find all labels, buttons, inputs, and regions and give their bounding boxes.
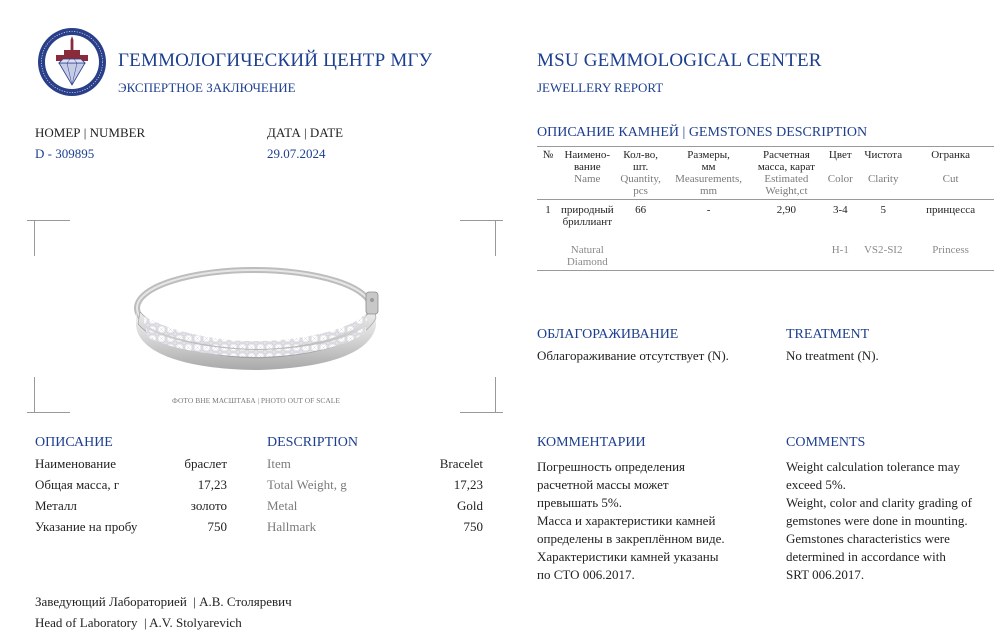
signature-ru: Заведующий Лабораторией | А.В. Столяревич: [35, 594, 292, 609]
gemstones-table: [537, 146, 994, 271]
description-value: 17,23: [197, 477, 227, 492]
description-row-hallmark-en: [267, 519, 483, 536]
gem-col-weight: Расчетная масса, карат: [757, 149, 815, 173]
photo-caption: ФОТО ВНЕ МАСШТАБА | PHOTO OUT OF SCALE: [172, 396, 340, 405]
description-value: браслет: [184, 456, 227, 471]
gem-col-clarity: Чистота: [864, 149, 903, 161]
report-date-label: ДАТА | DATE: [267, 125, 344, 140]
treatment-title-en: TREATMENT: [786, 327, 870, 342]
description-label: Металл: [35, 498, 77, 513]
header-subtitle-ru: ЭКСПЕРТНОЕ ЗАКЛЮЧЕНИЕ: [118, 80, 296, 95]
gem-col-weight-en: Estimated Weight,ct: [751, 173, 821, 200]
gem-col-number: №: [542, 149, 554, 161]
gem-col-measurements: Размеры, мм: [687, 149, 730, 173]
bracelet-photo: [130, 262, 390, 370]
gem-col-quantity-en: Quantity, pcs: [616, 173, 666, 200]
photo-frame-corner-top-left: [34, 220, 70, 256]
comments-title-en: COMMENTS: [786, 435, 866, 450]
description-row-hallmark-ru: [35, 519, 227, 536]
report-number-value: D - 309895: [35, 146, 95, 161]
header-title-ru: ГЕММОЛОГИЧЕСКИЙ ЦЕНТР МГУ: [118, 50, 433, 71]
gem-table-header-ru: [537, 146, 994, 173]
gem-col-color-en: Color: [821, 173, 859, 200]
photo-frame-corner-bottom-left: [34, 377, 70, 413]
description-label: Наименование: [35, 456, 116, 471]
description-label: Hallmark: [267, 519, 317, 534]
description-label: Total Weight, g: [267, 477, 347, 492]
msu-gemmological-center-logo-icon: [37, 27, 107, 97]
description-value: 750: [463, 519, 483, 534]
gem-col-clarity-en: Clarity: [859, 173, 907, 200]
description-row-item-en: [267, 456, 483, 473]
description-value: 17,23: [453, 477, 483, 492]
description-value: золото: [190, 498, 227, 513]
description-row-item-ru: [35, 456, 227, 473]
description-row-weight-en: [267, 477, 483, 494]
header-title-en: MSU GEMMOLOGICAL CENTER: [537, 50, 822, 71]
gem-table-header-en: [537, 173, 994, 200]
description-title-en: DESCRIPTION: [267, 435, 359, 450]
gem-col-quantity: Кол-во, шт.: [623, 149, 658, 173]
gem-col-measurements-en: Measurements, mm: [666, 173, 752, 200]
comments-text-ru: Погрешность определения расчетной массы может превышать 5%. Масса и характеристики камней определены в закреплённом виде. Характеристики камней указаны по СТО 006.2017.: [537, 459, 725, 582]
table-row: 1 природный бриллиант 66 - 2,90 3-4 5 принцесса: [545, 204, 976, 228]
comments-title-ru: КОММЕНТАРИИ: [537, 435, 646, 450]
description-value: Gold: [457, 498, 483, 513]
table-row-en: Natural Diamond H-1 VS2-SI2 Princess: [537, 244, 994, 271]
treatment-text-ru: Облагораживание отсутствует (N).: [537, 348, 729, 363]
description-value: Bracelet: [439, 456, 483, 471]
description-label: Metal: [267, 498, 298, 513]
gem-col-cut-en: Cut: [907, 173, 994, 200]
description-title-ru: ОПИСАНИЕ: [35, 435, 113, 450]
description-row-metal-en: [267, 498, 483, 515]
photo-frame-corner-bottom-right: [460, 377, 496, 413]
description-row-metal-ru: [35, 498, 227, 515]
comments-text-en: Weight calculation tolerance may exceed 5%. Weight, color and clarity grading of gemstones were done in mounting. Gemstones characteristics were determined in accordance with SRT 006.2017.: [786, 459, 972, 582]
header-subtitle-en: JEWELLERY REPORT: [537, 80, 664, 95]
description-row-weight-ru: [35, 477, 227, 494]
gem-col-name: Наимено- вание: [564, 149, 611, 173]
photo-frame-corner-top-right: [460, 220, 496, 256]
description-label: Item: [267, 456, 291, 471]
gemstones-title: ОПИСАНИЕ КАМНЕЙ | GEMSTONES DESCRIPTION: [537, 125, 868, 140]
treatment-text-en: No treatment (N).: [786, 348, 879, 363]
report-number-label: НОМЕР | NUMBER: [35, 125, 146, 140]
description-label: Общая масса, г: [35, 477, 120, 492]
description-label: Указание на пробу: [35, 519, 138, 534]
report-date-value: 29.07.2024: [267, 146, 326, 161]
gem-col-color: Цвет: [828, 149, 852, 161]
gem-col-name-en: Name: [559, 173, 616, 200]
treatment-title-ru: ОБЛАГОРАЖИВАНИЕ: [537, 327, 679, 342]
signature-en: Head of Laboratory | A.V. Stolyarevich: [35, 615, 242, 630]
gem-col-cut: Огранка: [931, 149, 970, 161]
description-value: 750: [207, 519, 227, 534]
